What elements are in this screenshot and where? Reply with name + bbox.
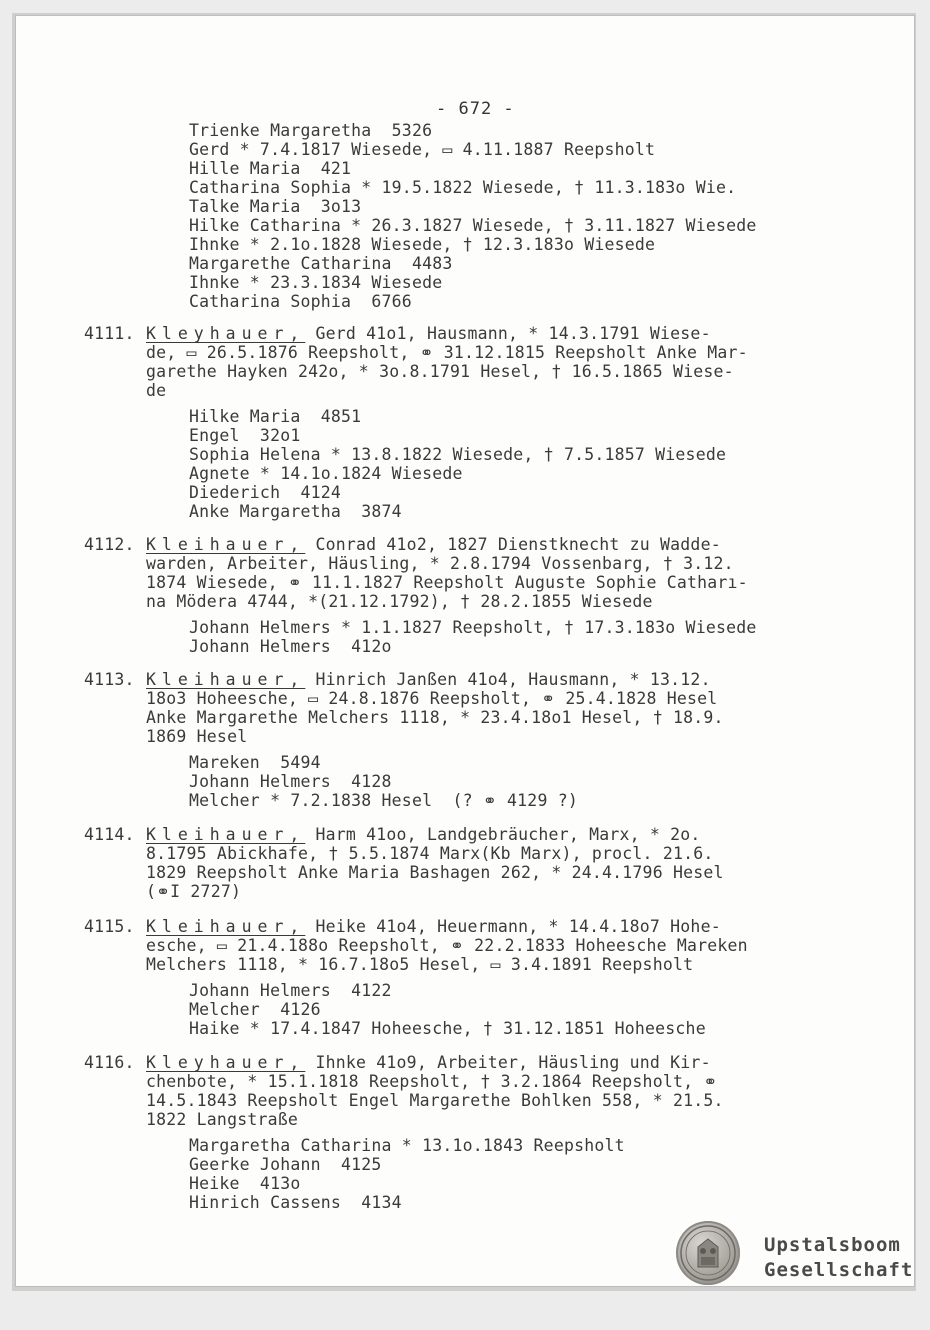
child-line: Melcher * 7.2.1838 Hesel (? ⚭ 4129 ?) [189,791,578,810]
entry-line: 1874 Wiesede, ⚭ 11.1.1827 Reepsholt Auguste Sophie Catharı- [146,573,748,592]
child-line: Diederich 4124 [189,483,342,502]
child-line: Haike * 17.4.1847 Hoheesche, † 31.12.1851 Hoheesche [189,1019,706,1038]
entry-line: 8.1795 Abickhafe, † 5.5.1874 Marx(Kb Marx), procl. 21.6. [146,844,714,863]
entry-line: (⚭I 2727) [146,882,242,901]
child-line: Johann Helmers 4128 [189,772,392,791]
entry-line: 1829 Reepsholt Anke Maria Bashagen 262, * 24.4.1796 Hesel [146,863,724,882]
entry-first-line [146,325,711,343]
entry-line: chenbote, * 15.1.1818 Reepsholt, † 3.2.1864 Reepsholt, ⚭ [146,1072,718,1091]
entry-text: Conrad 41o2, 1827 Dienstknecht zu Wadde- [305,535,721,554]
child-line: Hille Maria 421 [189,159,352,178]
society-seal-icon [676,1221,740,1285]
entry-line: garethe Hayken 242o, * 3o.8.1791 Hesel, † 16.5.1865 Wiese- [146,362,734,381]
child-line: Ihnke * 2.1o.1828 Wiesede, † 12.3.183o Wiesede [189,235,656,254]
entry-line: Melchers 1118, * 16.7.18o5 Hesel, ▭ 3.4.1891 Reepsholt [146,955,694,974]
child-line: Hilke Catharina * 26.3.1827 Wiesede, † 3.11.1827 Wiesede [189,216,757,235]
document-page [16,16,914,1286]
entry-surname: Kleihauer, [146,535,306,554]
entry-first-line [146,536,721,554]
entry-first-line [146,826,701,844]
child-line: Margarethe Catharina 4483 [189,254,453,273]
society-logo-text [764,1233,913,1283]
entry-text: Gerd 41o1, Hausmann, * 14.3.1791 Wiese- [305,324,711,343]
child-line: Catharina Sophia * 19.5.1822 Wiesede, † 11.3.183o Wie. [189,178,737,197]
child-line: Sophia Helena * 13.8.1822 Wiesede, † 7.5.1857 Wiesede [189,445,727,464]
entry-number: 4115. [84,917,135,936]
entry-line: warden, Arbeiter, Häusling, * 2.8.1794 Vossenbarg, † 3.12. [146,554,734,573]
entry-surname: Kleyhauer, [146,324,306,343]
entry-line: 18o3 Hoheesche, ▭ 24.8.1876 Reepsholt, ⚭ 25.4.1828 Hesel [146,689,718,708]
brand-line-2: Gesellschaft [764,1259,914,1281]
entry-first-line [146,671,711,689]
child-line: Engel 32o1 [189,426,301,445]
entry-first-line [146,918,721,936]
child-line: Gerd * 7.4.1817 Wiesede, ▭ 4.11.1887 Reepsholt [189,140,656,159]
page-number: - 672 - [436,99,515,119]
entry-text: Heike 41o4, Heuermann, * 14.4.18o7 Hohe- [305,917,721,936]
document-text [16,16,914,1330]
entry-line: 14.5.1843 Reepsholt Engel Margarethe Bohlken 558, * 21.5. [146,1091,724,1110]
child-line: Agnete * 14.1o.1824 Wiesede [189,464,463,483]
entry-line: de [146,381,167,400]
entry-line: na Mödera 4744, *(21.12.1792), † 28.2.1855 Wiesede [146,592,653,611]
entry-number: 4112. [84,535,135,554]
entry-number: 4111. [84,324,135,343]
entry-text: Ihnke 41o9, Arbeiter, Häusling und Kir- [305,1053,711,1072]
entry-line: Anke Margarethe Melchers 1118, * 23.4.18o1 Hesel, † 18.9. [146,708,724,727]
child-line: Catharina Sophia 6766 [189,292,412,311]
entry-number: 4114. [84,825,135,844]
entry-surname: Kleihauer, [146,670,306,689]
entry-line: de, ▭ 26.5.1876 Reepsholt, ⚭ 31.12.1815 Reepsholt Anke Mar- [146,343,748,362]
entry-text: Harm 41oo, Landgebräucher, Marx, * 2o. [305,825,701,844]
entry-text: Hinrich Janßen 41o4, Hausmann, * 13.12. [305,670,711,689]
child-line: Hinrich Cassens 4134 [189,1193,402,1212]
child-line: Hilke Maria 4851 [189,407,362,426]
entry-first-line [146,1054,711,1072]
entry-number: 4116. [84,1053,135,1072]
child-line: Johann Helmers 4122 [189,981,392,1000]
entry-number: 4113. [84,670,135,689]
entry-surname: Kleihauer, [146,825,306,844]
child-line: Margaretha Catharina * 13.1o.1843 Reepsholt [189,1136,625,1155]
child-line: Heike 413o [189,1174,301,1193]
child-line: Johann Helmers * 1.1.1827 Reepsholt, † 17.3.183o Wiesede [189,618,757,637]
child-line: Johann Helmers 412o [189,637,392,656]
child-line: Melcher 4126 [189,1000,321,1019]
child-line: Trienke Margaretha 5326 [189,121,433,140]
entry-surname: Kleihauer, [146,917,306,936]
child-line: Talke Maria 3o13 [189,197,362,216]
entry-line: esche, ▭ 21.4.188o Reepsholt, ⚭ 22.2.1833 Hoheesche Mareken [146,936,748,955]
brand-line-1: Upstalsboom [764,1234,901,1256]
entry-surname: Kleyhauer, [146,1053,306,1072]
child-line: Mareken 5494 [189,753,321,772]
entry-line: 1822 Langstraße [146,1110,299,1129]
child-line: Ihnke * 23.3.1834 Wiesede [189,273,443,292]
child-line: Anke Margaretha 3874 [189,502,402,521]
entry-line: 1869 Hesel [146,727,248,746]
child-line: Geerke Johann 4125 [189,1155,382,1174]
